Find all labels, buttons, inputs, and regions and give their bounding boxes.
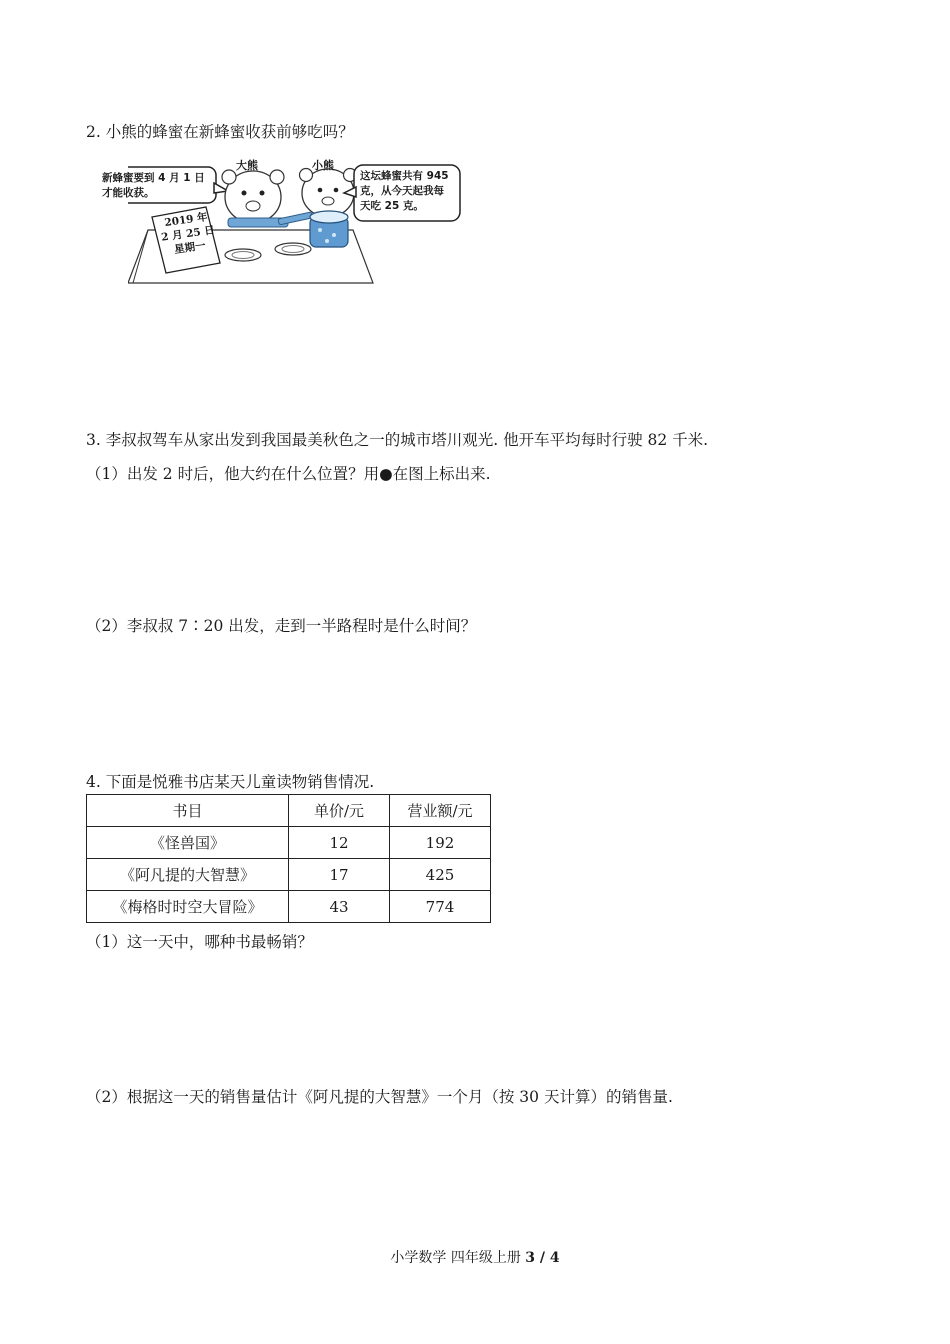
header-revenue: 营业额/元 <box>390 795 491 827</box>
book-name-cell: 《阿凡提的大智慧》 <box>87 859 289 891</box>
header-unit-price: 单价/元 <box>289 795 390 827</box>
bears-illustration <box>102 155 468 287</box>
header-book: 书目 <box>87 795 289 827</box>
unit-price-cell: 12 <box>289 827 390 859</box>
small-bear-speech-line2: 克，从今天起我每 <box>360 185 444 197</box>
page-number: 3 / 4 <box>525 1250 560 1266</box>
footer-text: 小学数学 四年级上册 <box>390 1250 526 1266</box>
big-bear-label: 大熊 <box>236 159 258 172</box>
big-bear-speech-line2: 才能收获。 <box>102 187 155 199</box>
q4-part2: （2）根据这一天的销售量估计《阿凡提的大智慧》一个月（按 30 天计算）的销售量. <box>86 1088 673 1106</box>
book-name-cell: 《梅格时时空大冒险》 <box>87 891 289 923</box>
q3-title: 3. 李叔叔驾车从家出发到我国最美秋色之一的城市塔川观光. 他开车平均每时行驶 82 千米. <box>86 431 709 449</box>
q3-part2: （2）李叔叔 7∶20 出发，走到一半路程时是什么时间？ <box>86 617 477 635</box>
calendar-weekday: 星期一 <box>173 239 207 256</box>
calendar-date: 2 月 25 日 <box>160 224 216 244</box>
revenue-cell: 425 <box>390 859 491 891</box>
revenue-cell: 192 <box>390 827 491 859</box>
calendar-year: 2019 年 <box>163 211 209 230</box>
q3-part1: （1）出发 2 时后，他大约在什么位置？用●在图上标出来. <box>86 465 491 483</box>
small-bear-speech-line3: 天吃 25 克。 <box>360 200 424 212</box>
q4-part1: （1）这一天中，哪种书最畅销？ <box>86 933 313 951</box>
revenue-cell: 774 <box>390 891 491 923</box>
q4-title: 4. 下面是悦雅书店某天儿童读物销售情况. <box>86 773 375 791</box>
q2-title: 2. 小熊的蜂蜜在新蜂蜜收获前够吃吗？ <box>86 123 354 141</box>
unit-price-cell: 17 <box>289 859 390 891</box>
small-bear-label: 小熊 <box>312 159 334 172</box>
table-row <box>87 859 491 891</box>
table-row <box>87 827 491 859</box>
page-footer <box>0 1247 950 1267</box>
table-row <box>87 891 491 923</box>
unit-price-cell: 43 <box>289 891 390 923</box>
small-bear-speech-line1: 这坛蜂蜜共有 945 <box>360 170 449 182</box>
big-bear-speech-line1: 新蜂蜜要到 4 月 1 日 <box>102 172 205 184</box>
sales-table <box>86 794 491 923</box>
table-header-row <box>87 795 491 827</box>
book-name-cell: 《怪兽国》 <box>87 827 289 859</box>
